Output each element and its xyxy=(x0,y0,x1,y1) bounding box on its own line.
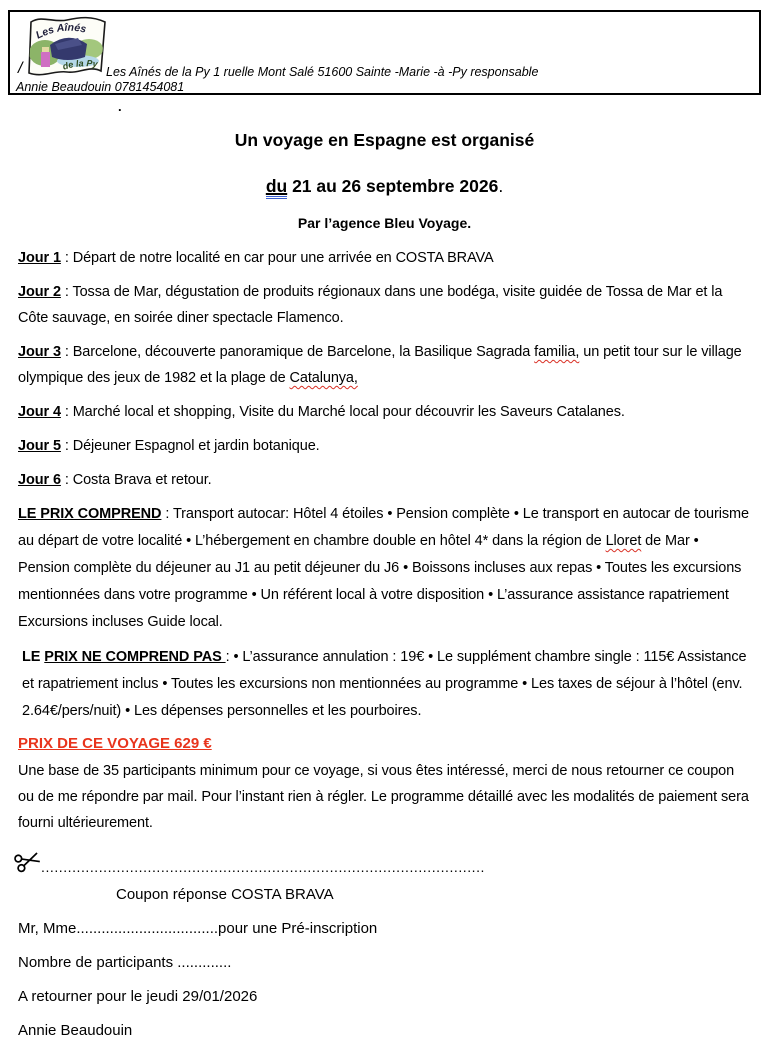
trip-dates-line xyxy=(0,176,769,199)
spellcheck-familia: familia, xyxy=(534,344,580,360)
date-period: . xyxy=(498,176,504,196)
coupon-return-deadline: A retourner pour le jeudi 29/01/2026 xyxy=(18,988,258,1005)
spellcheck-catalunya: Catalunya, xyxy=(289,370,358,386)
spellcheck-lloret: Lloret xyxy=(605,533,642,549)
trip-price-line xyxy=(18,734,751,753)
itinerary-day-5 xyxy=(18,433,753,459)
coupon-signature: Annie Beaudouin xyxy=(18,1022,133,1039)
scissors-icon xyxy=(14,848,41,874)
date-rest: 21 au 26 septembre 2026 xyxy=(287,176,499,196)
day-4-label: Jour 4 xyxy=(18,404,61,420)
price-includes-text-post: de Mar • Pension complète du déjeuner au J1 au petit déjeuner du J6 • Boissons incluses aux repas • Toutes les excursions mentionnées dans votre programme • Un référent local à votre disposition • L’assurance assistance rapatriement Excursions incluses Guide local. xyxy=(18,533,742,630)
stray-period: . xyxy=(118,99,122,114)
day-3-label: Jour 3 xyxy=(18,344,61,360)
header-slash: / xyxy=(18,60,23,77)
coupon-participants-line: Nombre de participants ............. xyxy=(18,954,232,971)
day-3-text-mid: un petit tour sur le village olympique des jeux de 1982 et la plage de xyxy=(18,344,742,386)
day-5-text: : Déjeuner Espagnol et jardin botanique. xyxy=(60,438,320,454)
itinerary-day-2 xyxy=(18,279,753,331)
date-word-du-grammar-underline: du xyxy=(266,177,287,199)
day-1-text: : Départ de notre localité en car pour une arrivée en COSTA BRAVA xyxy=(60,250,494,266)
cut-dotted-line: .................................................................................................... xyxy=(41,859,485,875)
itinerary-day-1 xyxy=(18,245,753,271)
price-includes-text-pre: : Transport autocar: Hôtel 4 étoiles • Pension complète • Le transport en autocar de tourisme au départ de votre localité • L’hébergement en chambre double en hôtel 4* dans la région de xyxy=(18,506,749,549)
association-flag-logo xyxy=(22,14,112,84)
price-includes-paragraph xyxy=(18,501,753,636)
price-excludes-prefix: LE xyxy=(22,649,45,665)
price-excludes-text: : • L’assurance annulation : 19€ • Le supplément chambre single : 115€ Assistance et rapatriement inclus • Toutes les excursions non mentionnées au programme • Les taxes de séjour à l’hôtel (env. 2.64€/pers/nuit) • Les dépenses personnelles et les pourboires. xyxy=(22,649,747,719)
document-page xyxy=(0,10,769,1039)
document-title: Un voyage en Espagne est organisé xyxy=(234,130,535,150)
day-3-text-pre: : Barcelone, découverte panoramique de Barcelone, la Basilique Sagrada xyxy=(60,344,535,360)
responsible-contact: Annie Beaudouin 0781454081 xyxy=(16,80,185,94)
price-excludes-paragraph xyxy=(18,644,753,725)
day-5-label: Jour 5 xyxy=(18,438,61,454)
itinerary-day-6 xyxy=(18,467,753,493)
coupon-title: Coupon réponse COSTA BRAVA xyxy=(116,886,334,903)
itinerary-day-4 xyxy=(18,399,753,425)
day-2-label: Jour 2 xyxy=(18,284,61,300)
day-1-label: Jour 1 xyxy=(18,250,61,266)
cut-here-line xyxy=(14,848,769,874)
logo-text-top: Les Aînés xyxy=(33,21,88,42)
price-excludes-label: PRIX NE COMPREND PAS xyxy=(44,649,226,665)
registration-note: Une base de 35 participants minimum pour ce voyage, si vous êtes intéressé, merci de nous retourner ce coupon ou de me répondre par mail. Pour l’instant rien à régler. Le programme détaillé avec les modalités de paiement sera fourni ultérieurement. xyxy=(18,763,749,831)
day-2-text: : Tossa de Mar, dégustation de produits régionaux dans une bodéga, visite guidée de Tossa de Mar et la Côte sauvage, en soirée diner spectacle Flamenco. xyxy=(18,284,723,326)
itinerary-day-3 xyxy=(18,339,753,391)
logo-text-bottom: de la Py xyxy=(61,58,99,72)
day-6-text: : Costa Brava et retour. xyxy=(60,472,212,488)
organization-address: Les Aînés de la Py 1 ruelle Mont Salé 51600 Sainte -Marie -à -Py responsable xyxy=(106,65,539,79)
day-4-text: : Marché local et shopping, Visite du Marché local pour découvrir les Saveurs Catalanes. xyxy=(60,404,625,420)
coupon-name-line: Mr, Mme..................................pour une Pré-inscription xyxy=(18,920,378,937)
header-box xyxy=(8,10,761,95)
agency-line: Par l’agence Bleu Voyage. xyxy=(297,215,472,231)
day-6-label: Jour 6 xyxy=(18,472,61,488)
trip-price-value: PRIX DE CE VOYAGE 629 € xyxy=(18,735,212,752)
price-includes-label: LE PRIX COMPREND xyxy=(18,506,162,522)
